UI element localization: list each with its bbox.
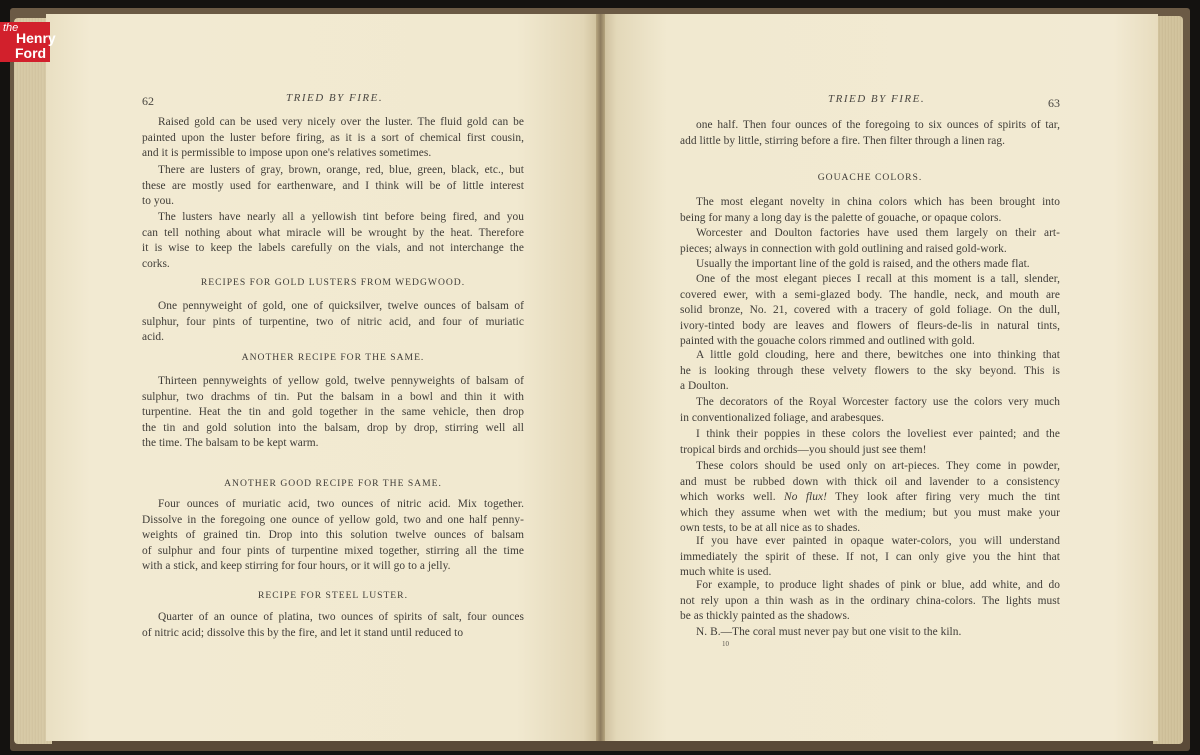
- text-line: tropical birds and orchids—you should just see them!: [680, 443, 927, 456]
- right-page: [600, 14, 1158, 741]
- text-line: The decorators of the Royal Worcester factory use the colors very much: [696, 396, 1060, 408]
- text-line: immediately the spirit of these. If not, I can only give you the hint that: [680, 550, 1060, 563]
- text-line: A little gold clouding, here and there, bewitches one into thinking that: [696, 349, 1060, 361]
- text-line: painted upon the luster before firing, as it is a sort of chemical first cousin,: [142, 131, 524, 144]
- left-page: [46, 14, 600, 741]
- logo-text-the: the: [3, 22, 19, 34]
- text-line: covered ewer, with a semi-glazed body. The handle, neck, and mouth are: [680, 288, 1060, 301]
- text-line: ivory-tinted body are leaves and flowers of fleurs-de-lis in natural tints,: [680, 319, 1060, 332]
- text-line: Raised gold can be used very nicely over the luster. The fluid gold can be: [158, 116, 524, 128]
- text-line: these are mostly used for earthenware, and I think will be of little interest: [142, 179, 524, 192]
- page-number: 62: [142, 94, 154, 108]
- text-line: the time. The balsam to be kept warm.: [142, 437, 319, 450]
- text-line: Dissolve in the foregoing one ounce of yellow gold, two and one half penny-: [142, 513, 524, 526]
- text-line: own tests, to be at all nice as to shades.: [680, 522, 861, 535]
- running-head: TRIED BY FIRE.: [286, 92, 384, 104]
- section-heading: GOUACHE COLORS.: [817, 172, 923, 183]
- text-line: acid.: [142, 331, 165, 344]
- text-line: painted with the gouache colors rimmed and outlined with gold.: [680, 335, 975, 348]
- text-line: of sulphur and four pints of turpentine mixed together, stirring all the time: [142, 544, 524, 557]
- book-gutter: [596, 14, 605, 741]
- text-line: I think their poppies in these colors the loveliest ever painted; and the: [696, 428, 1060, 440]
- text-line: a Doulton.: [680, 380, 729, 393]
- text-line: can tell nothing about what miracle will be wrought by the heat. Therefore: [142, 226, 524, 239]
- text-line: in conventionalized foliage, and arabesques.: [680, 411, 884, 424]
- text-line: add little by little, stirring before a fire. Then filter through a linen rag.: [680, 134, 1006, 147]
- text-line: Thirteen pennyweights of yellow gold, twelve pennyweights of balsam of: [158, 375, 524, 387]
- text-line: much white is used.: [680, 566, 772, 579]
- text-line: One pennyweight of gold, one of quicksilver, twelve ounces of balsam of: [158, 300, 524, 312]
- text-line: N. B.—The coral must never pay but one visit to the kiln.: [696, 626, 962, 638]
- text-line: turpentine. Heat the tin and gold together in the same vehicle, then drop: [142, 406, 524, 419]
- text-line: corks.: [142, 257, 170, 270]
- text-line: be as thickly painted as the shadows.: [680, 610, 850, 623]
- text-line: solid bronze, No. 21, covered with a tracery of gold foliage. On the dull,: [680, 304, 1060, 317]
- logo-text-ford: Ford: [15, 45, 47, 61]
- text-line: which they assume when wet with the medium; but you must make your: [680, 506, 1060, 519]
- section-heading: RECIPE FOR STEEL LUSTER.: [258, 590, 408, 601]
- signature-mark: 10: [722, 640, 729, 648]
- text-line: and it is permissible to impose upon one's relatives sometimes.: [142, 147, 432, 160]
- text-line: and must be rubbed down with thick oil and lavender to a consistency: [680, 475, 1060, 488]
- text-line: which works well. No flux! They look after firing very much the tint: [680, 491, 1060, 504]
- page-number: 63: [1048, 96, 1060, 110]
- section-heading: ANOTHER GOOD RECIPE FOR THE SAME.: [224, 478, 442, 489]
- logo-text-henry: Henry: [16, 30, 56, 46]
- text-line: it is wise to keep the labels carefully on the vials, and not interchange the: [142, 242, 524, 255]
- text-line: the tin and gold solution into the balsam, drop by drop, stirring well all: [142, 421, 524, 434]
- running-head: TRIED BY FIRE.: [828, 93, 926, 105]
- text-line: The lusters have nearly all a yellowish tint before being fired, and you: [158, 211, 524, 223]
- text-line: to you.: [142, 195, 174, 208]
- text-line: The most elegant novelty in china colors which has been brought into: [696, 196, 1060, 208]
- text-line: not rely upon a thin wash as in the ordinary china-colors. The lights must: [680, 594, 1060, 607]
- text-line: These colors should be used only on art-pieces. They come in powder,: [696, 460, 1060, 472]
- text-line: Four ounces of muriatic acid, two ounces of nitric acid. Mix together.: [158, 498, 524, 510]
- section-heading: RECIPES FOR GOLD LUSTERS FROM WEDGWOOD.: [200, 277, 466, 288]
- text-line: sulphur, four pints of turpentine, two of nitric acid, and four of muriatic: [142, 315, 524, 328]
- text-line: Usually the important line of the gold is raised, and the others made flat.: [696, 258, 1030, 270]
- text-line: of nitric acid; dissolve this by the fire, and let it stand until reduced to: [142, 626, 464, 639]
- text-line: One of the most elegant pieces I recall at this moment is a tall, slender,: [696, 273, 1060, 285]
- emphasis: No flux!: [784, 491, 827, 504]
- text-line: with a stick, and keep stirring for four hours, or it will go to a jelly.: [142, 560, 451, 573]
- section-heading: ANOTHER RECIPE FOR THE SAME.: [241, 352, 425, 363]
- text-line: sulphur, two drachms of tin. Put the balsam in a bowl and thin it with: [142, 390, 524, 403]
- text-line: pieces; always in connection with gold outlining and raised gold-work.: [680, 242, 1007, 255]
- text-line: If you have ever painted in opaque water-colors, you will understand: [696, 535, 1060, 547]
- text-line: Quarter of an ounce of platina, two ounces of spirits of salt, four ounces: [158, 611, 524, 623]
- text-line: There are lusters of gray, brown, orange, red, blue, green, black, etc., but: [158, 164, 524, 176]
- text-line: weights of grained tin. Drop into this solution twelve ounces of balsam: [142, 529, 524, 542]
- text-line: one half. Then four ounces of the foregoing to six ounces of spirits of tar,: [696, 119, 1060, 131]
- text-line: Worcester and Doulton factories have used them largely on their art-: [696, 227, 1060, 239]
- henry-ford-logo: [0, 22, 56, 62]
- text-line: being for many a long day is the palette of gouache, or opaque colors.: [680, 211, 1002, 224]
- text-line: For example, to produce light shades of pink or blue, add white, and do: [696, 579, 1060, 591]
- text-line: he is looking through these velvety flowers to the sky beyond. This is: [680, 364, 1060, 377]
